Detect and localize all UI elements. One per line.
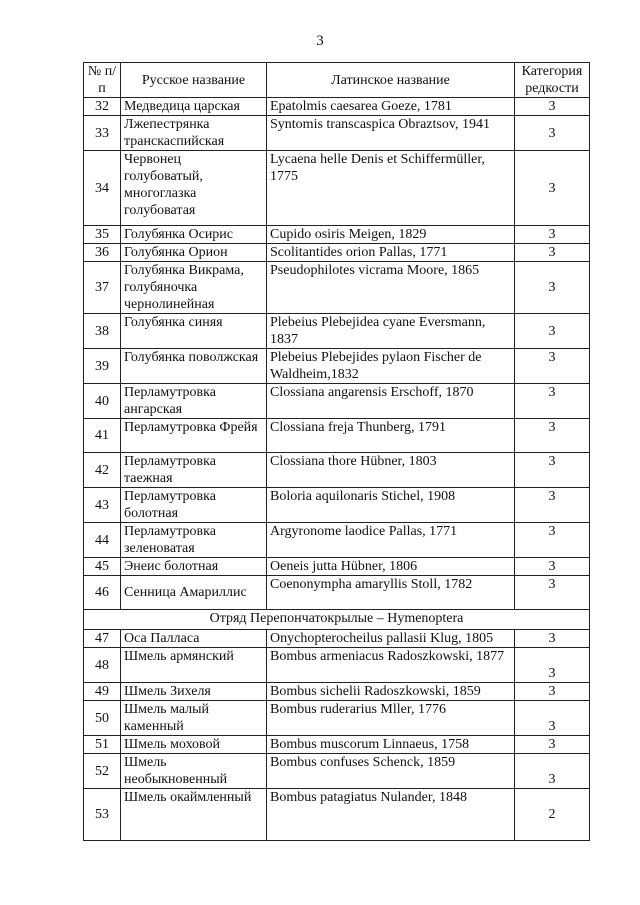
row-number: 49 — [84, 683, 121, 701]
table-row — [84, 523, 590, 558]
table-row — [84, 701, 590, 736]
latin-name: Cupido osiris Meigen, 1829 — [267, 226, 515, 244]
rarity-category: 3 — [515, 648, 590, 683]
table-row — [84, 151, 590, 226]
latin-name: Clossiana freja Thunberg, 1791 — [267, 419, 515, 453]
rarity-category: 3 — [515, 701, 590, 736]
table-row — [84, 576, 590, 610]
table-row — [84, 630, 590, 648]
latin-name: Bombus armeniacus Radoszkowski, 1877 — [267, 648, 515, 683]
latin-name: Clossiana thore Hübner, 1803 — [267, 453, 515, 488]
row-number: 46 — [84, 576, 121, 610]
rarity-category: 3 — [515, 384, 590, 419]
row-number: 41 — [84, 419, 121, 453]
russian-name: Перламутровка болотная — [121, 488, 267, 523]
rarity-category: 3 — [515, 683, 590, 701]
rarity-category: 3 — [515, 630, 590, 648]
rarity-category: 3 — [515, 244, 590, 262]
page-number: 3 — [316, 33, 324, 49]
table-row — [84, 419, 590, 453]
russian-name: Перламутровка зеленоватая — [121, 523, 267, 558]
rarity-category: 3 — [515, 523, 590, 558]
table-row — [84, 384, 590, 419]
rarity-category: 3 — [515, 419, 590, 453]
russian-name: Голубянка Орион — [121, 244, 267, 262]
table-row — [84, 98, 590, 116]
table-row — [84, 453, 590, 488]
russian-name: Голубянка синяя — [121, 314, 267, 349]
table-row — [84, 736, 590, 754]
latin-name: Bombus ruderarius Mller, 1776 — [267, 701, 515, 736]
row-number: 42 — [84, 453, 121, 488]
rarity-category: 2 — [515, 789, 590, 841]
latin-name: Scolitantides orion Pallas, 1771 — [267, 244, 515, 262]
rarity-category: 3 — [515, 576, 590, 610]
russian-name: Медведица царская — [121, 98, 267, 116]
table-row — [84, 226, 590, 244]
russian-name: Перламутровка ангарская — [121, 384, 267, 419]
russian-name: Шмель окаймленный — [121, 789, 267, 841]
latin-name: Bombus sichelii Radoszkowski, 1859 — [267, 683, 515, 701]
latin-name: Plebeius Plebejidea cyane Eversmann, 1837 — [267, 314, 515, 349]
rarity-category: 3 — [515, 262, 590, 314]
rarity-category: 3 — [515, 151, 590, 226]
latin-name: Argyronome laodice Pallas, 1771 — [267, 523, 515, 558]
rarity-category: 3 — [515, 349, 590, 384]
rarity-category: 3 — [515, 98, 590, 116]
russian-name: Шмель моховой — [121, 736, 267, 754]
latin-name: Boloria aquilonaris Stichel, 1908 — [267, 488, 515, 523]
table-row — [84, 314, 590, 349]
russian-name: Сенница Амариллис — [121, 576, 267, 610]
header-category: Категория редкости — [515, 63, 590, 98]
header-latin-name: Латинское название — [267, 63, 515, 98]
russian-name: Голубянка поволжская — [121, 349, 267, 384]
rarity-category: 3 — [515, 226, 590, 244]
russian-name: Шмель необыкновенный — [121, 754, 267, 789]
row-number: 48 — [84, 648, 121, 683]
latin-name: Bombus confuses Schenck, 1859 — [267, 754, 515, 789]
row-number: 51 — [84, 736, 121, 754]
rarity-category: 3 — [515, 558, 590, 576]
rarity-category: 3 — [515, 314, 590, 349]
latin-name: Coenonympha amaryllis Stoll, 1782 — [267, 576, 515, 610]
table-row — [84, 789, 590, 841]
latin-name: Bombus muscorum Linnaeus, 1758 — [267, 736, 515, 754]
russian-name: Шмель Зихеля — [121, 683, 267, 701]
russian-name: Энеис болотная — [121, 558, 267, 576]
row-number: 38 — [84, 314, 121, 349]
table-row — [84, 349, 590, 384]
russian-name: Шмель армянский — [121, 648, 267, 683]
header-num: № п/п — [84, 63, 121, 98]
latin-name: Epatolmis caesarea Goeze, 1781 — [267, 98, 515, 116]
row-number: 32 — [84, 98, 121, 116]
latin-name: Lycaena helle Denis et Schiffermüller, 1775 — [267, 151, 515, 226]
russian-name: Червонец голубоватый, многоглазка голубоватая — [121, 151, 267, 226]
latin-name: Onychopterocheilus pallasii Klug, 1805 — [267, 630, 515, 648]
russian-name: Голубянка Осирис — [121, 226, 267, 244]
table-row — [84, 116, 590, 151]
species-table — [83, 62, 590, 841]
row-number: 53 — [84, 789, 121, 841]
row-number: 44 — [84, 523, 121, 558]
row-number: 39 — [84, 349, 121, 384]
russian-name: Перламутровка Фрейя — [121, 419, 267, 453]
rarity-category: 3 — [515, 754, 590, 789]
rarity-category: 3 — [515, 736, 590, 754]
table-row — [84, 683, 590, 701]
latin-name: Oeneis jutta Hübner, 1806 — [267, 558, 515, 576]
table-row — [84, 648, 590, 683]
latin-name: Syntomis transcaspica Obraztsov, 1941 — [267, 116, 515, 151]
row-number: 34 — [84, 151, 121, 226]
rarity-category: 3 — [515, 453, 590, 488]
russian-name: Голубянка Викрама, голубяночка чернолинейная — [121, 262, 267, 314]
row-number: 40 — [84, 384, 121, 419]
table-row — [84, 244, 590, 262]
row-number: 33 — [84, 116, 121, 151]
section-title-hymenoptera: Отряд Перепончатокрылые – Hymenoptera — [84, 610, 590, 630]
table-row — [84, 262, 590, 314]
russian-name: Шмель малый каменный — [121, 701, 267, 736]
latin-name: Clossiana angarensis Erschoff, 1870 — [267, 384, 515, 419]
row-number: 52 — [84, 754, 121, 789]
latin-name: Bombus patagiatus Nulander, 1848 — [267, 789, 515, 841]
table-row — [84, 754, 590, 789]
table-header-row — [84, 63, 590, 98]
table-row — [84, 558, 590, 576]
row-number: 45 — [84, 558, 121, 576]
row-number: 37 — [84, 262, 121, 314]
russian-name: Лжепестрянка транскаспийская — [121, 116, 267, 151]
header-russian-name: Русское название — [121, 63, 267, 98]
latin-name: Pseudophilotes vicrama Moore, 1865 — [267, 262, 515, 314]
russian-name: Перламутровка таежная — [121, 453, 267, 488]
row-number: 47 — [84, 630, 121, 648]
rarity-category: 3 — [515, 488, 590, 523]
latin-name: Plebeius Plebejides pylaon Fischer de Waldheim,1832 — [267, 349, 515, 384]
table-row — [84, 488, 590, 523]
row-number: 50 — [84, 701, 121, 736]
row-number: 43 — [84, 488, 121, 523]
section-row — [84, 610, 590, 630]
rarity-category: 3 — [515, 116, 590, 151]
row-number: 35 — [84, 226, 121, 244]
row-number: 36 — [84, 244, 121, 262]
russian-name: Оса Палласа — [121, 630, 267, 648]
